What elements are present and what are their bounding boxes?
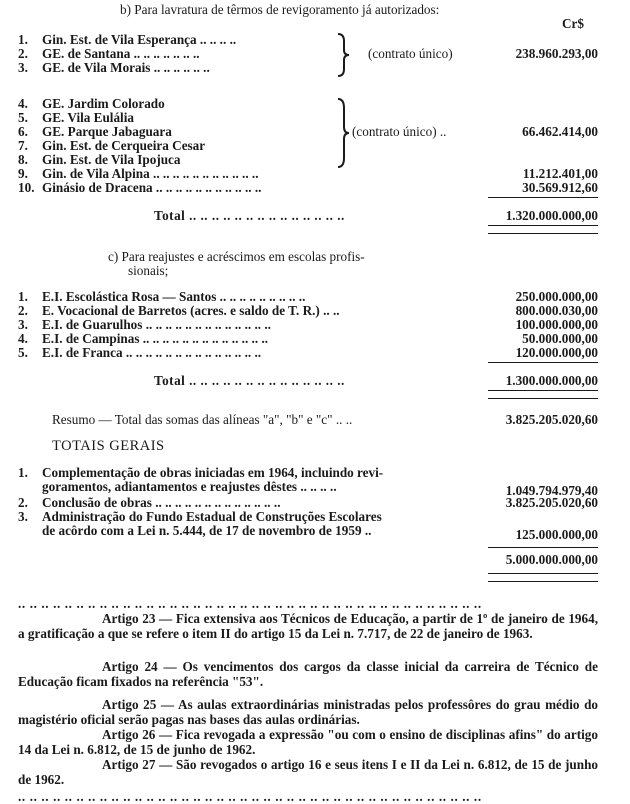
divider	[488, 390, 598, 391]
item-label: Conclusão de obras .. .. .. .. .. .. .. .. .. .. .. .. ..	[42, 495, 281, 510]
list-item	[18, 496, 598, 510]
item-label: Gin. de Vila Alpina .. .. .. .. .. .. .. .. .. .. ..	[42, 166, 259, 181]
divider	[488, 362, 598, 363]
divider	[488, 581, 598, 582]
list-item	[18, 318, 598, 332]
item-label: E.I. de Guarulhos .. .. .. .. .. .. .. .. .. .. .. .. ..	[42, 317, 271, 332]
item-label: E.I. de Campinas .. .. .. .. .. .. .. .. .. .. .. .. ..	[42, 331, 269, 346]
item-label: GE. Parque Jabaguara	[42, 124, 172, 139]
item-value: 50.000.000,00	[522, 331, 598, 346]
list-item	[18, 304, 598, 318]
item-label: E.I. Escolástica Rosa — Santos .. .. .. .. .. .. .. .. ..	[42, 289, 306, 304]
list-item	[18, 181, 598, 195]
resumo-value: 3.825.205.020,60	[505, 412, 598, 427]
contract-note: (contrato único) ..	[352, 124, 447, 139]
list-item	[18, 125, 598, 139]
group-value: 66.462.414,00	[522, 124, 598, 139]
item-value: 1.049.794.979,40	[505, 483, 598, 498]
item-label: GE. de Vila Morais .. .. .. .. .. ..	[42, 60, 210, 75]
total-label: Total .. .. .. .. .. .. .. .. .. .. .. .. .. ..	[154, 208, 345, 223]
item-number: 6.	[18, 124, 28, 139]
divider	[488, 225, 598, 226]
item-number: 4.	[18, 331, 28, 346]
item-number: 10.	[18, 180, 35, 195]
list-item	[18, 510, 598, 524]
list-item	[18, 33, 598, 47]
item-number: 2.	[18, 46, 28, 61]
section-b-heading: b) Para lavratura de têrmos de revigoramento já autorizados:	[120, 2, 440, 17]
item-number: 4.	[18, 96, 28, 111]
item-number: 5.	[18, 345, 28, 360]
item-number: 9.	[18, 166, 28, 181]
item-number: 3.	[18, 509, 28, 524]
list-item-cont	[18, 523, 598, 542]
artigo-25: Artigo 25 — As aulas extraordinárias ministradas pelos professôres do grau médio do magistério oficial serão pagas nas bases das aulas ordinárias.	[18, 697, 598, 727]
list-item	[18, 290, 598, 304]
totais-gerais-heading: TOTAIS GERAIS	[52, 438, 165, 454]
list-item	[18, 332, 598, 346]
item-label: Gin. Est. de Vila Esperança .. .. .. ..	[42, 32, 237, 47]
item-label: Gin. Est. de Vila Ipojuca	[42, 152, 181, 167]
list-item	[18, 153, 598, 167]
item-value: 250.000.000,00	[515, 289, 598, 304]
section-c-heading-cont: sionais;	[128, 263, 169, 278]
item-label: E. Vocacional de Barretos (acres. e saldo de T. R.) .. ..	[42, 303, 340, 318]
item-value: 3.825.205.020,60	[505, 495, 598, 510]
list-item-cont	[18, 479, 598, 498]
item-label: GE. de Santana .. .. .. .. .. .. ..	[42, 46, 200, 61]
item-label: GE. Vila Eulália	[42, 110, 134, 125]
item-number: 8.	[18, 152, 28, 167]
item-number: 1.	[18, 289, 28, 304]
divider	[488, 573, 598, 574]
divider	[488, 547, 598, 548]
item-number: 2.	[18, 495, 28, 510]
item-value: 125.000.000,00	[515, 527, 598, 542]
item-label: de acôrdo com a Lei n. 5.444, de 17 de novembro de 1959 ..	[42, 523, 372, 538]
item-label: Gin. Est. de Cerqueira Cesar	[42, 138, 206, 153]
item-label: E.I. de Franca .. .. .. .. .. .. .. .. .. .. .. .. .. ..	[42, 345, 262, 360]
group-value: 238.960.293,00	[515, 46, 598, 61]
list-item	[18, 139, 598, 153]
artigo-24: Artigo 24 — Os vencimentos dos cargos da classe inicial da carreira de Técnico de Educação ficam fixados na referência "53".	[18, 659, 598, 689]
item-label: Ginásio de Dracena .. .. .. .. .. .. .. .. .. .. ..	[42, 180, 262, 195]
artigo-23: Artigo 23 — Fica extensiva aos Técnicos de Educação, a partir de 1º de janeiro de 1964, a gratificação a que se refere o item II do artigo 15 da Lei n. 7.717, de 22 de janeiro de 1963.	[18, 611, 598, 641]
dotted-separator: .. .. .. .. .. .. .. .. .. .. .. .. .. .. .. .. .. .. .. .. .. .. .. .. .. .. .. .. .. .. .. .. .. .. .. .. .. .. .. ..	[18, 789, 482, 804]
total-value: 1.300.000.000,00	[505, 373, 598, 388]
list-item	[18, 466, 598, 480]
divider	[488, 233, 598, 234]
total-value: 1.320.000.000,00	[505, 208, 598, 223]
item-number: 2.	[18, 303, 28, 318]
section-c-heading: c) Para reajustes e acréscimos em escolas profis-	[108, 249, 365, 264]
item-value: 30.569.912,60	[522, 180, 598, 195]
item-number: 3.	[18, 317, 28, 332]
item-number: 1.	[18, 465, 28, 480]
divider	[488, 398, 598, 399]
list-item	[18, 47, 598, 61]
item-number: 1.	[18, 32, 28, 47]
item-label: GE. Jardim Colorado	[42, 96, 165, 111]
list-item	[18, 346, 598, 360]
artigo-27: Artigo 27 — São revogados o artigo 16 e seus itens I e II da Lei n. 6.812, de 15 de junho de 1962.	[18, 757, 598, 787]
divider	[488, 197, 598, 198]
item-number: 5.	[18, 110, 28, 125]
contract-note: (contrato único)	[368, 46, 453, 61]
total-value: 5.000.000.000,00	[505, 552, 598, 567]
item-label: goramentos, adiantamentos e reajustes dêstes .. .. .. ..	[42, 479, 337, 494]
list-item	[18, 111, 598, 125]
item-value: 11.212.401,00	[522, 166, 598, 181]
right-brace-icon	[336, 33, 350, 77]
list-item	[18, 167, 598, 181]
item-number: 7.	[18, 138, 28, 153]
list-item	[18, 97, 598, 111]
item-value: 100.000.000,00	[515, 317, 598, 332]
item-value: 120.000.000,00	[515, 345, 598, 360]
item-label: Complementação de obras iniciadas em 1964, incluindo revi-	[42, 465, 384, 480]
total-label: Total .. .. .. .. .. .. .. .. .. .. .. .. .. ..	[154, 373, 345, 388]
dotted-separator: .. .. .. .. .. .. .. .. .. .. .. .. .. .. .. .. .. .. .. .. .. .. .. .. .. .. .. .. .. .. .. .. .. .. .. .. .. .. .. ..	[18, 596, 482, 611]
list-item	[18, 61, 598, 75]
currency-label: Cr$	[562, 16, 584, 31]
right-brace-icon	[336, 98, 350, 168]
item-number: 3.	[18, 60, 28, 75]
resumo-label: Resumo — Total das somas das alíneas "a", "b" e "c" .. ..	[52, 412, 353, 427]
item-label: Administração do Fundo Estadual de Construções Escolares	[42, 509, 382, 524]
artigo-26: Artigo 26 — Fica revogada a expressão "ou com o ensino de disciplinas afins" do artigo 14 da Lei n. 6.812, de 15 de junho de 1962.	[18, 727, 598, 757]
item-value: 800.000.030,00	[515, 303, 598, 318]
